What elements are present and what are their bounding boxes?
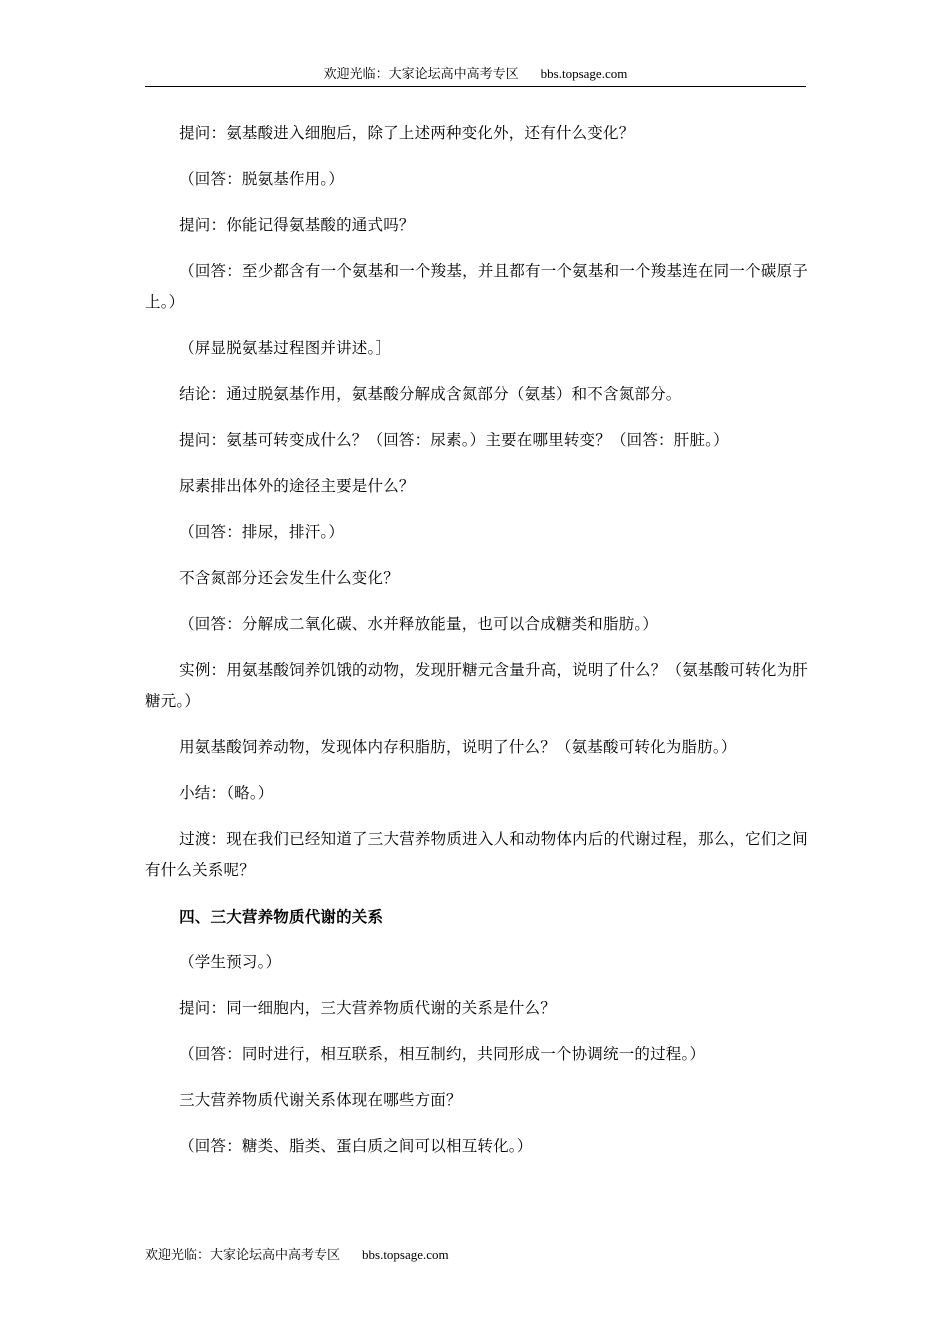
paragraph: 提问：氨基可转变成什么？（回答：尿素。）主要在哪里转变？（回答：肝脏。） (179, 431, 729, 449)
paragraph: 提问：氨基酸进入细胞后，除了上述两种变化外，还有什么变化？ (179, 124, 635, 142)
paragraph: 过渡：现在我们已经知道了三大营养物质进入人和动物体内后的代谢过程，那么，它们之间有什么关系呢？ (145, 830, 808, 879)
paragraph: 结论：通过脱氨基作用，氨基酸分解成含氮部分（氨基）和不含氮部分。 (179, 385, 682, 403)
paragraph: 提问：同一细胞内，三大营养物质代谢的关系是什么？ (179, 999, 556, 1017)
footer-url: bbs.topsage.com (362, 1247, 449, 1262)
document-body (145, 118, 808, 1177)
paragraph: （回答：排尿，排汗。） (179, 523, 345, 541)
page-header (145, 64, 806, 87)
header-url: bbs.topsage.com (540, 66, 628, 81)
paragraph: （学生预习。） (179, 953, 282, 971)
header-text: 欢迎光临：大家论坛高中高考专区 (323, 66, 519, 81)
paragraph: 用氨基酸饲养动物，发现体内存积脂肪，说明了什么？（氨基酸可转化为脂肪。） (179, 738, 737, 756)
paragraph: （回答：同时进行，相互联系，相互制约，共同形成一个协调统一的过程。） (179, 1045, 706, 1063)
paragraph: 不含氮部分还会发生什么变化？ (179, 569, 399, 587)
paragraph: 三大营养物质代谢关系体现在哪些方面？ (179, 1091, 462, 1109)
footer-text: 欢迎光临：大家论坛高中高考专区 (145, 1247, 341, 1262)
paragraph: （回答：分解成二氧化碳、水并释放能量，也可以合成糖类和脂肪。） (179, 615, 659, 633)
paragraph: 实例：用氨基酸饲养饥饿的动物，发现肝糖元含量升高，说明了什么？（氨基酸可转化为肝糖元。） (145, 661, 808, 710)
section-heading: 四、三大营养物质代谢的关系 (179, 907, 384, 926)
page-footer (145, 1245, 449, 1265)
paragraph: （回答：至少都含有一个氨基和一个羧基，并且都有一个氨基和一个羧基连在同一个碳原子上。） (145, 262, 808, 311)
paragraph: （回答：脱氨基作用。） (179, 170, 345, 188)
paragraph: （屏显脱氨基过程图并讲述。］ (179, 339, 392, 357)
paragraph: （回答：糖类、脂类、蛋白质之间可以相互转化。） (179, 1137, 533, 1155)
paragraph: 小结：（略。） (179, 784, 274, 802)
paragraph: 提问：你能记得氨基酸的通式吗？ (179, 216, 415, 234)
paragraph: 尿素排出体外的途径主要是什么？ (179, 477, 415, 495)
